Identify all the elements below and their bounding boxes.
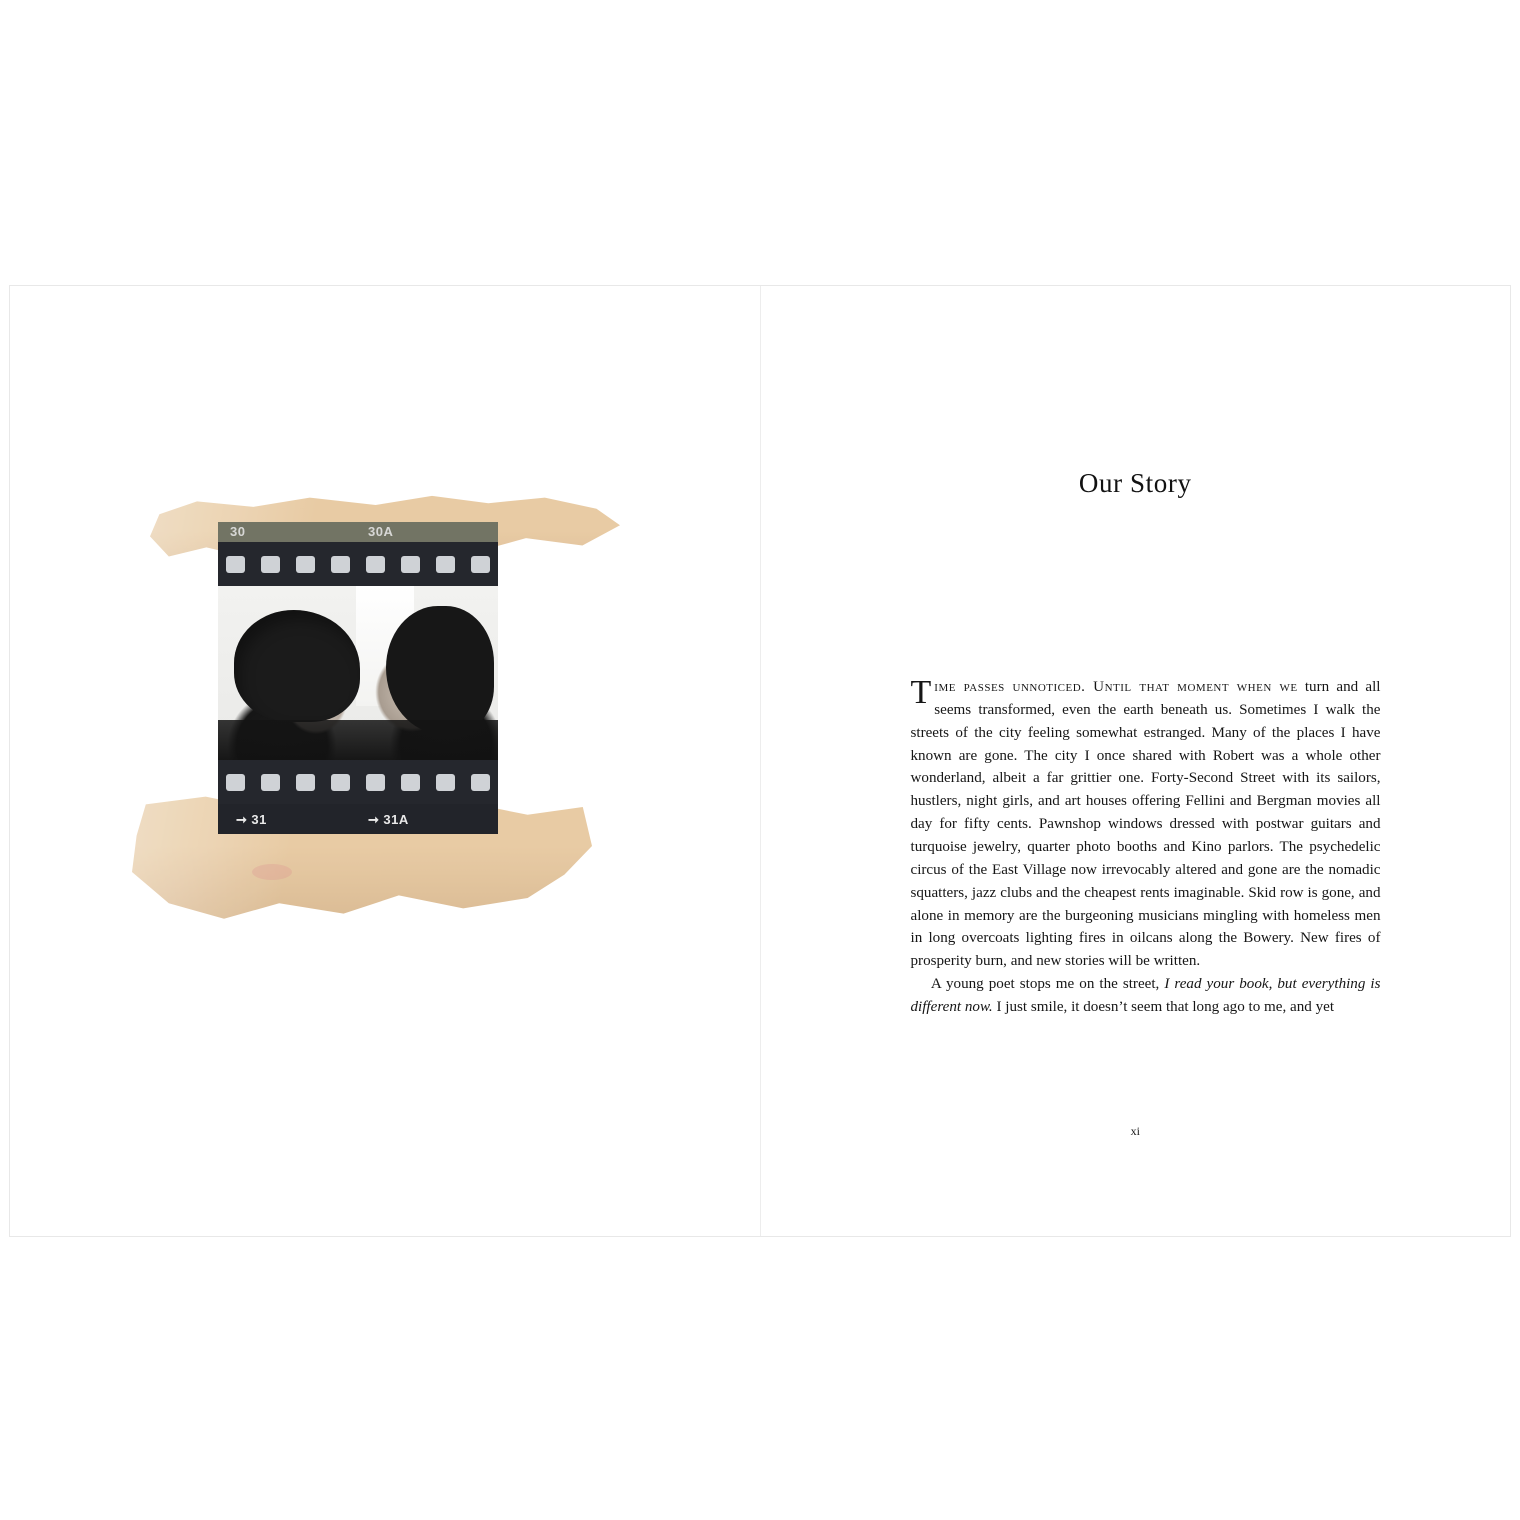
poet-lead: A young poet stops me on the street,	[930, 976, 1165, 993]
film-edge-label-top-right: 30A	[368, 524, 394, 539]
paragraph-opening	[911, 676, 1381, 973]
body-text	[911, 676, 1381, 1019]
photo-figure-right-hair	[386, 606, 494, 734]
perforation	[331, 774, 350, 791]
left-page	[10, 286, 761, 1236]
perforation	[331, 556, 350, 573]
perforation	[226, 774, 245, 791]
filmstrip-collage	[130, 476, 630, 946]
film-perforations-bottom	[218, 760, 498, 804]
film-frame-photo	[218, 586, 498, 766]
perforation	[436, 556, 455, 573]
arrow-icon: ➞	[368, 812, 380, 827]
film-edge-number: 31	[251, 812, 267, 827]
tape-speck	[252, 864, 292, 880]
right-page	[761, 286, 1511, 1236]
perforation	[401, 774, 420, 791]
opening-small-caps: ime passes unnoticed. Until that moment when we	[934, 679, 1298, 695]
poet-tail: I just smile, it doesn’t seem that long ago to me, and yet	[992, 999, 1335, 1016]
paragraph-young-poet	[911, 973, 1381, 1019]
perforation	[366, 774, 385, 791]
film-edge-label-bottom-right	[368, 812, 409, 828]
film-edge-label-top-left: 30	[230, 524, 246, 539]
perforation	[261, 774, 280, 791]
chapter-title: Our Story	[1078, 468, 1192, 498]
perforation	[261, 556, 280, 573]
film-edge-label-bottom-left	[236, 812, 267, 828]
poet-quote: I read your book, but everything is different now.	[910, 976, 1381, 1016]
perforation	[436, 774, 455, 791]
perforation	[296, 774, 315, 791]
arrow-icon: ➞	[236, 812, 248, 827]
film-edge-number: 31A	[383, 812, 409, 827]
perforation	[471, 556, 490, 573]
perforation	[296, 556, 315, 573]
page-number: xi	[1130, 1124, 1140, 1138]
book-spread	[10, 286, 1510, 1236]
photo-figure-left-hair	[234, 610, 360, 722]
perforation	[226, 556, 245, 573]
perforation	[471, 774, 490, 791]
perforation	[401, 556, 420, 573]
perforation	[366, 556, 385, 573]
drop-cap: T	[910, 674, 932, 711]
filmstrip	[218, 522, 498, 834]
opening-body: turn and all seems transformed, even the earth beneath us. Sometimes I walk the streets of the city feeling somewhat estranged. Many of the places I have known are gone. The city I once shared with Robert was a whole other wonderland, albeit a far grittier one. Forty-Second Street with its sailors, hustlers, night girls, and art houses offering Fellini and Bergman movies all day for fifty cents. Pawnshop windows dressed with postwar guitars and turquoise jewelry, quarter photo booths and Kino parlors. The psychedelic circus of the East Village now irrevocably altered and gone are the nomadic squatters, jazz clubs and the cheapest rents imaginable. Skid row is gone, and alone in memory are the burgeoning musicians mingling with homeless men in long overcoats lighting fires in oilcans along the Bowery. New fires of prosperity burn, and new stories will be written.	[910, 679, 1381, 970]
film-perforations-top	[218, 542, 498, 586]
